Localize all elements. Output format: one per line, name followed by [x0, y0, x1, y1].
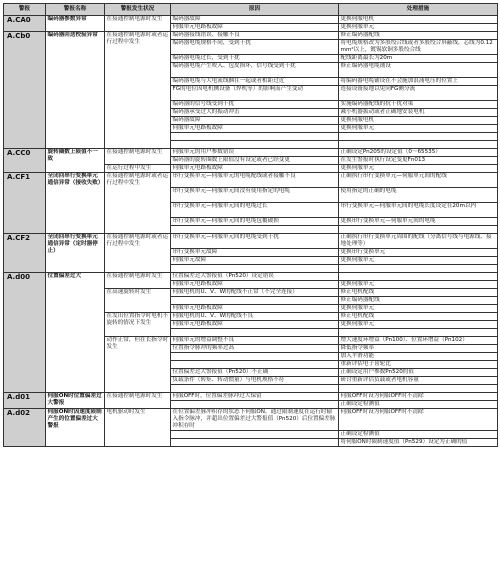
alarm-action: 更换伺服单元: [339, 321, 498, 329]
alarm-cause: 伺服单元故障: [171, 257, 339, 265]
alarm-table-container: [3, 3, 497, 447]
alarm-action: 加入平滑功能: [339, 353, 498, 361]
alarm-cause: 伺服单元的增益调整不良: [171, 337, 339, 345]
alarm-action: 降低指令频率: [339, 345, 498, 353]
alarm-action: 研讨重新评估负载或者电机容量: [339, 377, 498, 385]
alarm-action: 更换伺服单元: [339, 24, 498, 32]
alarm-cause: 串行变换单元—伺服单元间没有使用指定的电缆: [171, 188, 339, 203]
alarm-cause: 位置偏差过大警报值（Pn520）设定错误: [171, 273, 339, 281]
alarm-action: 将伺服ON时限制速度值（Pn529）设定为正确的值: [339, 439, 498, 447]
alarm-action: 更换伺服单元: [339, 305, 498, 313]
alarm-condition: 在接通控制电源时发生: [105, 393, 171, 409]
alarm-cause: FG的电位因电机侧设备（焊机等）的影响而产生变动: [171, 86, 339, 101]
header-action: 处理措施: [339, 4, 498, 16]
alarm-cause: [171, 133, 339, 141]
alarm-cause: 编码器接线错误、接触不良: [171, 32, 339, 40]
table-row: [4, 32, 498, 40]
header-cause: 原因: [171, 4, 339, 16]
alarm-action: [339, 265, 498, 273]
alarm-action: 修正编码器电缆铺设: [339, 63, 498, 78]
alarm-cause: 伺服单元电路板故障: [171, 165, 339, 173]
alarm-name: 全闭回串行变换单元通信异常（定时器停止）: [46, 234, 105, 273]
alarm-action: 更换伺服单元: [339, 257, 498, 265]
alarm-action: 修正编码器配线: [339, 32, 498, 40]
alarm-action: 更换串行变换单元—伺服单元间的电缆: [339, 218, 498, 226]
alarm-name: 编码器参数异常: [46, 16, 105, 32]
alarm-condition: 在运行过程中发生: [105, 165, 171, 173]
alarm-cause: 串行变换单元—伺服单元间的电缆包覆破损: [171, 218, 339, 226]
alarm-action: 在发生警报时执行设定变更Fn013: [339, 157, 498, 165]
alarm-action: 串行变换单元—伺服单元间的电缆长度设定在20m以内: [339, 203, 498, 218]
alarm-cause: [171, 401, 339, 409]
alarm-cause: 编码器故障: [171, 16, 339, 24]
alarm-action: [339, 273, 498, 281]
alarm-condition: 电机驱动时发生: [105, 409, 171, 447]
alarm-action: 更换伺服电机: [339, 117, 498, 125]
table-header-row: [4, 4, 498, 16]
alarm-cause: 伺服电机的U、V、W的配线不良: [171, 313, 339, 321]
alarm-code: A.CA0: [4, 16, 46, 32]
alarm-action: 更换串行变换单元: [339, 249, 498, 257]
alarm-action: 使用指定的正确的电缆: [339, 188, 498, 203]
alarm-action: 修正编码器配线: [339, 297, 498, 305]
alarm-cause: 伺服单元电路板故障: [171, 125, 339, 133]
alarm-table: [3, 3, 498, 447]
alarm-condition: 在发出位置指令时电机不旋转的情况下发生: [105, 313, 171, 337]
alarm-action: 伺服OFF时设为伺服OFF时不清除: [339, 409, 498, 431]
alarm-condition: 在接通控制电源时或者运行过程中发生: [105, 32, 171, 149]
alarm-action: 正确设定Pn205的设定值（0～65535）: [339, 149, 498, 157]
alarm-action: 正确设定用户参数Pn520的值: [339, 369, 498, 377]
alarm-code: A.CF1: [4, 173, 46, 234]
alarm-cause: [171, 141, 339, 149]
alarm-action: 配线距离最长为20m: [339, 55, 498, 63]
alarm-code: A.d02: [4, 409, 46, 447]
alarm-cause: 伺服单元电路板故障: [171, 281, 339, 289]
alarm-name: 编码器回送校验异常: [46, 32, 105, 149]
alarm-action: 更换伺服单元: [339, 165, 498, 173]
header-alarm-name: 警报名称: [46, 4, 105, 16]
table-row: [4, 234, 498, 249]
alarm-action: 增大速度环增益（Pn100）、位置环增益（Pn102）: [339, 337, 498, 345]
alarm-condition: 在接通控制电源时发生: [105, 16, 171, 32]
alarm-cause: 伺服单元电路板故障: [171, 321, 339, 329]
alarm-cause: 位置偏差过大警报值（Pn520）不正确: [171, 369, 339, 377]
alarm-action: [339, 133, 498, 141]
table-row: [4, 273, 498, 281]
table-body: [4, 16, 498, 447]
alarm-condition: 在接通控制电源时发生: [105, 149, 171, 165]
alarm-cause: 编码器承受过大的振动冲击: [171, 109, 339, 117]
alarm-cause: [171, 385, 339, 393]
alarm-cause: 伺服单元电路板故障: [171, 305, 339, 313]
alarm-cause: 编码器电缆产生咬入、包皮损坏，信号线受到干扰: [171, 63, 339, 78]
table-row: [4, 409, 498, 431]
alarm-name: 位置偏差过大: [46, 273, 105, 393]
alarm-action: 正确设定检测值: [339, 401, 498, 409]
alarm-cause: 串行变换单元—伺服单元间的电缆受到干扰: [171, 234, 339, 249]
alarm-cause: 负载条件（转矩、转动惯量）与电机规格不符: [171, 377, 339, 385]
alarm-code: A.d00: [4, 273, 46, 393]
alarm-cause: 编码器电缆过长，受到干扰: [171, 55, 339, 63]
alarm-cause: 伺服单元电路板故障: [171, 24, 339, 32]
alarm-action: 正确执行串行变换单元周围的配线（分离信号线与电源线、接地处理等）: [339, 234, 498, 249]
alarm-cause: 伺服OFF时，位置偏差脉冲过大保留: [171, 393, 339, 401]
alarm-cause: 编码器的旋转圈数上限值没有设定或者已经变更: [171, 157, 339, 165]
alarm-action: 实施编码器配线的抗干扰对策: [339, 101, 498, 109]
alarm-cause: [171, 439, 339, 447]
alarm-code: A.CF2: [4, 234, 46, 273]
table-row: [4, 149, 498, 157]
alarm-action: 正确设定检测值: [339, 431, 498, 439]
alarm-name: 旋转圈数上限值不一致: [46, 149, 105, 173]
alarm-action: 更换伺服单元: [339, 125, 498, 133]
alarm-condition: 在接通控制电源时发生: [105, 273, 171, 289]
alarm-action: [339, 329, 498, 337]
alarm-action: 更换伺服电机: [339, 16, 498, 24]
alarm-action: 将电缆规格改为多股绞合线或者多股绞合屏蔽线，芯线为0.12mm²以上，镀锡软铜多股绞合线: [339, 40, 498, 55]
alarm-name: 全闭回串行变换单元通信异常（接收失败）: [46, 173, 105, 234]
alarm-action: 正确执行串行变换单元—伺服单元间的配线: [339, 173, 498, 188]
alarm-cause: 编码器电缆与大电流线捆在一起或者相距过近: [171, 78, 339, 86]
alarm-action: [339, 141, 498, 149]
alarm-cause: 伺服电机的U、V、W的配线不正常（不完全连接）: [171, 289, 339, 297]
alarm-code: A.Cb0: [4, 32, 46, 149]
alarm-cause: [171, 353, 339, 361]
alarm-cause: 编码器的信号线受到干扰: [171, 101, 339, 109]
alarm-action: 更换伺服单元: [339, 281, 498, 289]
alarm-action: [339, 226, 498, 234]
alarm-condition: 动作正常，但在长指令时发生: [105, 337, 171, 393]
alarm-action: 伺服OFF时设为伺服OFF时不清除: [339, 393, 498, 401]
alarm-cause: 编码器故障: [171, 117, 339, 125]
alarm-cause: [171, 329, 339, 337]
alarm-cause: 串行变换单元故障: [171, 249, 339, 257]
alarm-code: A.d01: [4, 393, 46, 409]
alarm-cause: [171, 297, 339, 305]
table-row: [4, 393, 498, 401]
header-condition: 警报发生状况: [105, 4, 171, 16]
alarm-cause: 在位置偏差脉冲积存的状态下伺服ON，通过限制速度在运行时输入指令脉冲，并超出位置偏差过大警报值（Pn520）后位置偏差脉冲积存时: [171, 409, 339, 431]
alarm-name: 伺服ON时因速度限制产生的位置偏差过大警报: [46, 409, 105, 447]
alarm-cause: [171, 226, 339, 234]
alarm-cause: [171, 361, 339, 369]
alarm-action: 将编码器电缆铺设在不会施加浪涌电压的位置上: [339, 78, 498, 86]
table-row: [4, 173, 498, 188]
alarm-name: 伺服ON时位置偏差过大警报: [46, 393, 105, 409]
alarm-cause: 伺服单元的用户参数错误: [171, 149, 339, 157]
alarm-action: 修正电机配线: [339, 313, 498, 321]
alarm-action: 连接设备接地以免向FG侧分流: [339, 86, 498, 101]
alarm-action: 重新评估电子齿轮比: [339, 361, 498, 369]
alarm-action: 修正电机配线: [339, 289, 498, 297]
header-alarm: 警报: [4, 4, 46, 16]
alarm-code: A.CC0: [4, 149, 46, 173]
alarm-cause: [171, 431, 339, 439]
alarm-condition: 在接通控制电源时或者运行过程中发生: [105, 173, 171, 234]
alarm-cause: 位置指令脉冲的频率过高: [171, 345, 339, 353]
alarm-condition: 在高速旋转时发生: [105, 289, 171, 313]
alarm-action: [339, 385, 498, 393]
alarm-cause: 编码器电缆规格不同，受到干扰: [171, 40, 339, 55]
alarm-cause: 串行变换单元—伺服单元间的电缆过长: [171, 203, 339, 218]
alarm-cause: [171, 265, 339, 273]
alarm-action: 减小机器振动或者正确地安装电机: [339, 109, 498, 117]
alarm-condition: 在接通控制电源时或者运行过程中发生: [105, 234, 171, 273]
table-row: [4, 16, 498, 24]
alarm-cause: 串行变换单元—伺服单元的电缆配线或者接触不良: [171, 173, 339, 188]
